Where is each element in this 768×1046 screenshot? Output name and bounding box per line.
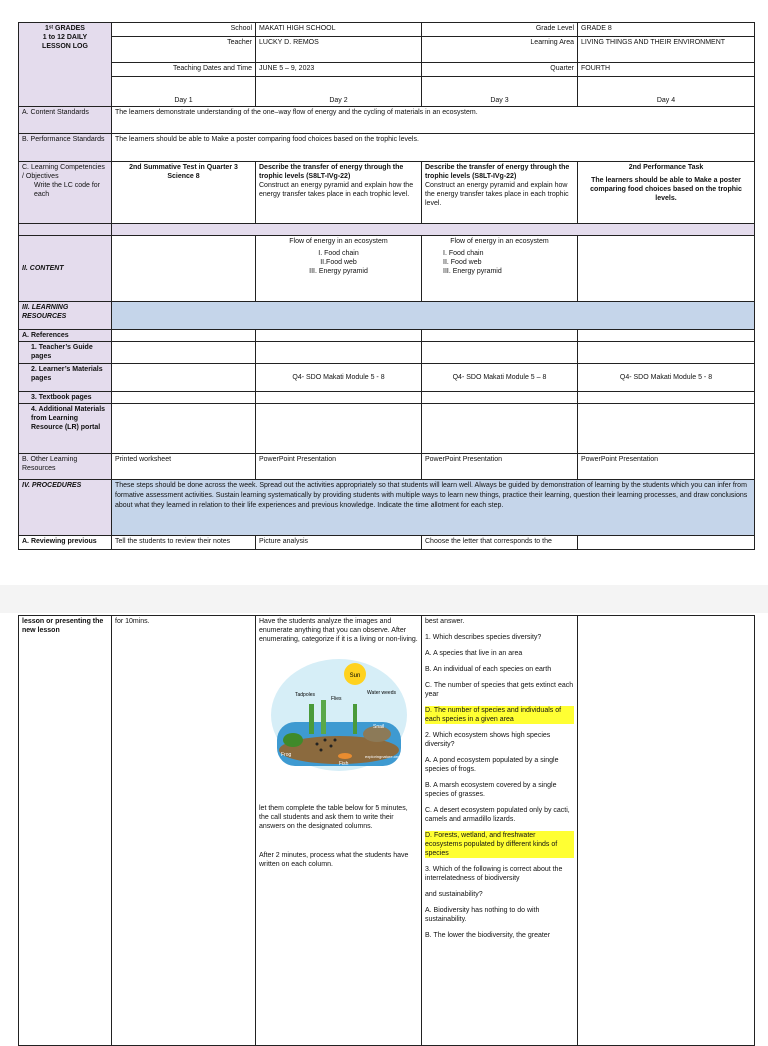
quiz-answer-highlighted: D. Forests, wetland, and freshwater ecosystems populated by different kinds of species xyxy=(425,831,574,858)
presenting-lesson-label: lesson or presenting the new lesson xyxy=(19,616,112,1046)
quiz-choice: B. An individual of each species on earth xyxy=(425,666,552,673)
grades-header xyxy=(19,23,112,107)
frog-icon xyxy=(283,733,303,747)
comp-day4 xyxy=(578,162,755,224)
quiz-choice: A. Biodiversity has nothing to do with sustainability. xyxy=(425,907,540,923)
textbook-label: 3. Textbook pages xyxy=(19,392,112,404)
content-standards-label: A. Content Standards xyxy=(19,107,112,134)
process-instructions: After 2 minutes, process what the students have written on each column. xyxy=(259,852,409,868)
grades-line2: 1 to 12 DAILY xyxy=(42,34,88,41)
table-instructions: let them complete the table below for 5 minutes, the call students and ask them to write their answers on the designated columns. xyxy=(259,805,408,830)
content-day3-title: Flow of energy in an ecosystem xyxy=(450,238,549,245)
page-2 xyxy=(0,613,768,1024)
content-day2-title: Flow of energy in an ecosystem xyxy=(289,238,388,245)
content-day3-item: I. Food chain xyxy=(443,250,484,257)
day-1-header: Day 1 xyxy=(112,77,256,107)
content-day3-item: III. Energy pyramid xyxy=(443,268,502,275)
spacer-label xyxy=(19,224,112,236)
grade-level-label: Grade Level xyxy=(422,23,578,37)
quiz-choice: C. The number of species that gets extinct each year xyxy=(425,682,574,698)
tg-label: 1. Teacher’s Guide pages xyxy=(19,342,112,364)
lesson-log-table xyxy=(18,22,755,550)
quiz-choice: B. The lower the biodiversity, the greater xyxy=(425,932,551,939)
weeds-label: Water weeds xyxy=(366,690,396,696)
lm-day2: Q4- SDO Makati Module 5 - 8 xyxy=(256,364,422,392)
review-day4 xyxy=(578,536,755,550)
lm-label: 2. Learner’s Materials pages xyxy=(19,364,112,392)
presenting-day1: for 10mins. xyxy=(112,616,256,1046)
comp-day2-text: Construct an energy pyramid and explain how the energy transfer takes place in each trophic level. xyxy=(259,182,414,198)
snail-label: Snail xyxy=(372,724,384,730)
content-day3-item: II. Food web xyxy=(443,259,482,266)
fish-label: Fish xyxy=(338,761,348,767)
additional-label: 4. Additional Materials from Learning Resource (LR) portal xyxy=(19,404,112,454)
learning-resources-label: III. LEARNING RESOURCES xyxy=(19,302,112,330)
quiz-line: best answer. xyxy=(425,618,465,625)
pond-ecosystem-image xyxy=(269,652,409,774)
content-standards-text: The learners demonstrate understanding of the one–way flow of energy and the cycling of materials in an ecosystem. xyxy=(112,107,755,134)
quarter-value: FOURTH xyxy=(578,63,755,77)
dates-value: JUNE 5 – 9, 2023 xyxy=(256,63,422,77)
quiz-question: 1. Which describes species diversity? xyxy=(425,634,542,641)
learning-area-label: Learning Area xyxy=(422,37,578,63)
presenting-day4 xyxy=(578,616,755,1046)
tadpoles-label: Tadpoles xyxy=(294,692,315,698)
comp-day3-text: Construct an energy pyramid and explain how the energy transfer takes place in each trophic level. xyxy=(425,182,569,207)
quiz-choice: A. A pond ecosystem populated by a single species of frogs. xyxy=(425,757,559,773)
presenting-day3-quiz xyxy=(422,616,578,1046)
comp-day2-title: Describe the transfer of energy through the trophic levels (S8LT-IVg-22) xyxy=(259,164,404,180)
review-label: A. Reviewing previous xyxy=(19,536,112,550)
content-day2-item: III. Energy pyramid xyxy=(309,268,368,275)
procedures-text: These steps should be done across the week. Spread out the activities appropriately so that students will learn well. Always be guided by demonstration of learning by the students which you can infer from formative assessment activities. Sustain learning systematically by providing students with multiple ways to learn new things, practice their learning, question their learning processes, and draw conclusions about what they learned in relation to their life experiences and previous knowledge. Indicate the time allotment for each step. xyxy=(112,480,755,536)
fish-icon xyxy=(338,753,352,759)
comp-day2 xyxy=(256,162,422,224)
day-4-header: Day 4 xyxy=(578,77,755,107)
page-gap xyxy=(0,585,768,613)
performance-standards-text: The learners should be able to Make a poster comparing food choices based on the trophic levels. xyxy=(112,134,755,162)
quiz-choice: B. A marsh ecosystem covered by a single species of grasses. xyxy=(425,782,557,798)
other-label: B. Other Learning Resources xyxy=(19,454,112,480)
presenting-day2 xyxy=(256,616,422,1046)
lm-day4: Q4- SDO Makati Module 5 - 8 xyxy=(578,364,755,392)
comp-day3 xyxy=(422,162,578,224)
frog-label: Frog xyxy=(280,752,291,758)
lm-day3: Q4- SDO Makati Module 5 – 8 xyxy=(422,364,578,392)
procedures-label: IV. PROCEDURES xyxy=(19,480,112,536)
grades-line3: LESSON LOG xyxy=(42,43,88,50)
review-day3: Choose the letter that corresponds to the xyxy=(422,536,578,550)
comp-day3-title: Describe the transfer of energy through the trophic levels (S8LT-IVg-22) xyxy=(425,164,570,180)
other-day1: Printed worksheet xyxy=(112,454,256,480)
content-day2 xyxy=(256,236,422,302)
comp-day4-title: 2nd Performance Task xyxy=(628,164,704,171)
quiz-answer-highlighted: D. The number of species and individuals of each species in a given area xyxy=(425,706,574,724)
content-day4 xyxy=(578,236,755,302)
quiz-choice: A. A species that live in an area xyxy=(425,650,523,657)
learning-resources-band xyxy=(112,302,755,330)
flies-label: Flies xyxy=(330,696,342,702)
school-value: MAKATI HIGH SCHOOL xyxy=(256,23,422,37)
site-label: exploringnature.org xyxy=(364,754,399,759)
day-3-header: Day 3 xyxy=(422,77,578,107)
grade-level-value: GRADE 8 xyxy=(578,23,755,37)
other-day2: PowerPoint Presentation xyxy=(256,454,422,480)
performance-standards-label: B. Performance Standards xyxy=(19,134,112,162)
competencies-label: C. Learning Competencies / Objectives xyxy=(22,164,105,180)
quiz-question: 3. Which of the following is correct about the interrelatedness of biodiversity xyxy=(425,866,563,882)
quiz-question: 2. Which ecosystem shows high species diversity? xyxy=(425,732,551,748)
learning-area-value: LIVING THINGS AND THEIR ENVIRONMENT xyxy=(578,37,755,63)
content-day2-item: I. Food chain xyxy=(318,250,359,257)
dates-label: Teaching Dates and Time xyxy=(112,63,256,77)
other-day3: PowerPoint Presentation xyxy=(422,454,578,480)
picture-analysis-instructions: Have the students analyze the images and enumerate anything that you can observe. After enumerating, categorize if it is a living or non-living. xyxy=(259,618,418,643)
review-day2: Picture analysis xyxy=(256,536,422,550)
content-day2-item: II.Food web xyxy=(320,259,357,266)
content-day3 xyxy=(422,236,578,302)
other-day4: PowerPoint Presentation xyxy=(578,454,755,480)
references-label: A. References xyxy=(19,330,112,342)
school-label: School xyxy=(112,23,256,37)
comp-day1: 2nd Summative Test in Quarter 3 Science 8 xyxy=(112,162,256,224)
content-label: II. CONTENT xyxy=(19,236,112,302)
comp-day4-text: The learners should be able to Make a poster comparing food choices based on the trophic levels. xyxy=(590,177,742,202)
teacher-label: Teacher xyxy=(112,37,256,63)
grades-line1: 1ˢᵗ GRADES xyxy=(45,25,85,32)
content-day1 xyxy=(112,236,256,302)
quiz-question-cont: and sustainability? xyxy=(425,891,483,898)
quarter-label: Quarter xyxy=(422,63,578,77)
teacher-value: LUCKY D. REMOS xyxy=(256,37,422,63)
quiz-choice: C. A desert ecosystem populated only by cacti, camels and armadillo lizards. xyxy=(425,807,570,823)
lesson-log-table-continued xyxy=(18,615,755,1046)
sun-label: Sun xyxy=(349,673,360,679)
competencies-sub: Write the LC code for each xyxy=(34,182,101,198)
review-day1: Tell the students to review their notes xyxy=(112,536,256,550)
competencies-label-cell xyxy=(19,162,112,224)
spacer-row xyxy=(112,224,755,236)
day-2-header: Day 2 xyxy=(256,77,422,107)
